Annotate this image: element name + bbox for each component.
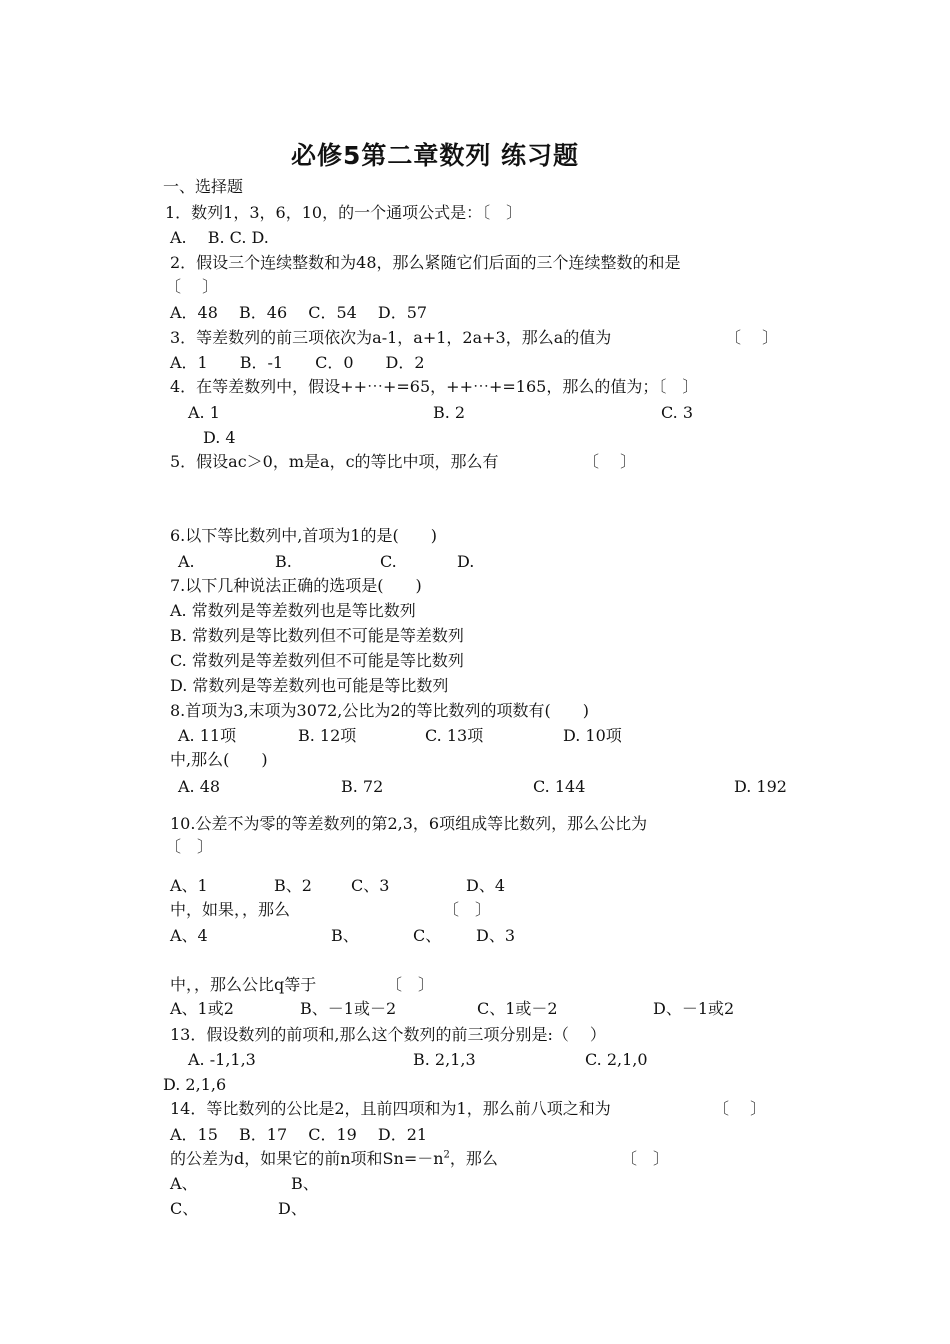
q14-stem: 14．等比数列的公比是2，且前四项和为1，那么前八项之和为 (170, 1099, 611, 1118)
q13-option-c: C. 2,1,0 (585, 1050, 648, 1069)
q15-bracket: 〔 〕 (621, 1149, 670, 1168)
q10-option-c: C、3 (351, 876, 390, 895)
q15-option-c: C、 (170, 1199, 199, 1218)
q12-option-b: B、－1或－2 (300, 999, 397, 1018)
q13-option-b: B. 2,1,3 (413, 1050, 476, 1069)
q10-option-a: A、1 (170, 876, 208, 895)
q5-bracket: 〔 〕 (583, 452, 637, 471)
q5-stem: 5．假设ac＞0，m是a，c的等比中项，那么有 (170, 452, 499, 471)
q4-option-d: D. 4 (203, 428, 236, 447)
q11-option-a: A、4 (170, 926, 208, 945)
q3-options: A．1 B．-1 C．0 D．2 (170, 353, 425, 372)
q1-stem: 1．数列1，3，6，10，的一个通项公式是：〔 〕 (165, 203, 523, 222)
q7-stem: 7.以下几种说法正确的选项是( ) (170, 576, 422, 595)
q13-stem: 13．假设数列的前项和,那么这个数列的前三项分别是:（ ） (170, 1025, 606, 1044)
q8-option-a: A. 11项 (178, 726, 237, 745)
q9-stem: 中,那么( ) (170, 750, 268, 769)
q14-options: A．15 B．17 C．19 D．21 (170, 1125, 428, 1144)
q15-exponent: 2 (443, 1149, 450, 1161)
q10-option-b: B、2 (274, 876, 312, 895)
q8-option-c: C. 13项 (425, 726, 484, 745)
q15-stem (170, 1149, 498, 1169)
q12-option-c: C、1或－2 (477, 999, 558, 1018)
q7-option-c: C. 常数列是等差数列但不可能是等比数列 (170, 651, 464, 670)
q6-option-d: D. (457, 552, 475, 571)
q3-stem: 3．等差数列的前三项依次为a-1，a+1，2a+3，那么a的值为 (170, 328, 612, 347)
q1-options: A. B. C. D. (170, 228, 269, 247)
q4-option-a: A. 1 (188, 403, 220, 422)
q15-stem-tail: ，那么 (449, 1149, 498, 1168)
q9-option-d: D. 192 (734, 777, 787, 796)
q4-option-c: C. 3 (661, 403, 694, 422)
q8-stem: 8.首项为3,末项为3072,公比为2的等比数列的项数有( ) (170, 701, 590, 720)
q4-stem: 4．在等差数列中，假设++⋯+=65，++⋯+=165，那么的值为；〔 〕 (170, 377, 699, 396)
page-title: 必修5第二章数列 练习题 (290, 141, 580, 170)
q12-stem: 中，，那么公比q等于 (170, 975, 317, 994)
q4-option-b: B. 2 (433, 403, 466, 422)
q10-option-d: D、4 (466, 876, 506, 895)
q11-option-b: B、 (331, 926, 359, 945)
q15-option-b: B、 (291, 1174, 319, 1193)
q6-option-c: C. (380, 552, 397, 571)
q8-option-b: B. 12项 (298, 726, 357, 745)
q15-option-d: D、 (278, 1199, 307, 1218)
q14-bracket: 〔 〕 (713, 1099, 767, 1118)
q11-stem: 中，如果，，那么 (170, 900, 291, 919)
section-heading: 一、选择题 (163, 177, 244, 196)
q9-option-b: B. 72 (341, 777, 384, 796)
q2-bracket: 〔 〕 (165, 277, 219, 296)
q15-stem-text: 的公差为d，如果它的前n项和Sn=－n (170, 1149, 444, 1168)
q13-option-d: D. 2,1,6 (163, 1075, 227, 1094)
q3-bracket: 〔 〕 (725, 328, 779, 347)
q12-option-a: A、1或2 (170, 999, 234, 1018)
q6-option-b: B. (275, 552, 292, 571)
q7-option-a: A. 常数列是等差数列也是等比数列 (170, 601, 416, 620)
q12-option-d: D、－1或2 (653, 999, 735, 1018)
q10-stem: 10.公差不为零的等差数列的第2,3，6项组成等比数列，那么公比为 (170, 814, 648, 833)
q9-option-a: A. 48 (178, 777, 221, 796)
q8-option-d: D. 10项 (563, 726, 622, 745)
q7-option-d: D. 常数列是等差数列也可能是等比数列 (170, 676, 449, 695)
q10-bracket: 〔 〕 (165, 837, 214, 856)
q6-option-a: A. (178, 552, 195, 571)
q15-option-a: A、 (170, 1174, 198, 1193)
q13-option-a: A. -1,1,3 (188, 1050, 256, 1069)
q11-bracket: 〔 〕 (443, 900, 492, 919)
q11-option-c: C、 (413, 926, 442, 945)
q2-options: A．48 B．46 C．54 D．57 (170, 303, 428, 322)
q2-stem: 2．假设三个连续整数和为48，那么紧随它们后面的三个连续整数的和是 (170, 253, 681, 272)
q11-option-d: D、3 (476, 926, 516, 945)
q9-option-c: C. 144 (533, 777, 586, 796)
q6-stem: 6.以下等比数列中,首项为1的是( ) (170, 526, 438, 545)
q12-bracket: 〔 〕 (386, 975, 435, 994)
q7-option-b: B. 常数列是等比数列但不可能是等差数列 (170, 626, 464, 645)
